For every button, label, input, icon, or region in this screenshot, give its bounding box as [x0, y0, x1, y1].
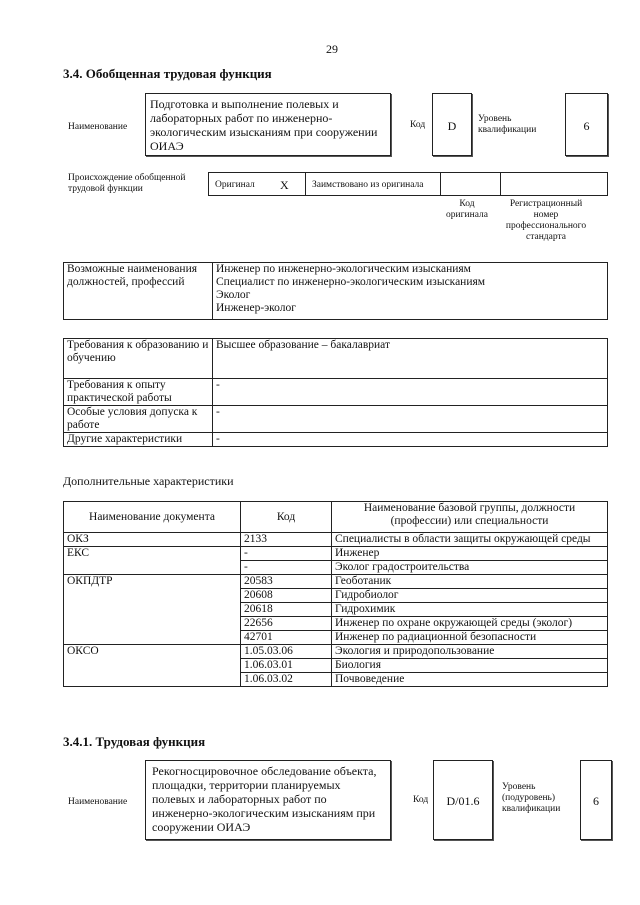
row-code: 20608 — [241, 589, 332, 603]
row-name: Специалисты в области защиты окружающей среды — [332, 533, 608, 547]
table-row — [64, 659, 608, 673]
req-value: - — [213, 406, 608, 433]
row-code: 42701 — [241, 631, 332, 645]
original-label: Оригинал — [215, 180, 255, 190]
sub-level-label: Уровень (подуровень) квалификации — [502, 782, 561, 814]
table-row — [64, 575, 608, 589]
table-row — [64, 561, 608, 575]
function-name-box — [145, 93, 391, 156]
row-doc — [64, 603, 241, 617]
table-row — [64, 631, 608, 645]
req-label: Требования к образованию и обучению — [64, 339, 213, 379]
req-label: Требования к опыту практической работы — [64, 379, 213, 406]
table-row — [64, 617, 608, 631]
row-code: 20583 — [241, 575, 332, 589]
level-value: 6 — [583, 119, 590, 133]
row-doc: ОКПДТР — [64, 575, 241, 589]
sub-name-label: Наименование — [68, 797, 128, 807]
sub-code-box — [433, 760, 493, 840]
row-name: Инженер — [332, 547, 608, 561]
position-item: Инженер по инженерно-экологическим изысканиям — [216, 263, 471, 275]
table-row — [64, 603, 608, 617]
positions-list — [213, 263, 608, 320]
row-doc — [64, 589, 241, 603]
header-code: Код — [241, 502, 332, 533]
original-mark: X — [280, 178, 289, 192]
position-item: Инженер-эколог — [216, 302, 296, 314]
req-label: Особые условия допуска к работе — [64, 406, 213, 433]
row-doc: ОКСО — [64, 645, 241, 659]
table-row — [64, 645, 608, 659]
row-doc — [64, 561, 241, 575]
row-name: Гидробиолог — [332, 589, 608, 603]
row-name: Инженер по охране окружающей среды (эколог) — [332, 617, 608, 631]
subsection-title: 3.4.1. Трудовая функция — [63, 734, 206, 749]
sub-function-name: Рекогносцировочное обследование объекта, площадки, территории планируемых полевых и лабораторных работ по инженерно-экологическим изысканиям при сооружении ОИАЭ — [152, 764, 377, 834]
orig-code-label: Код оригинала — [446, 199, 488, 220]
row-code: 1.06.03.01 — [241, 659, 332, 673]
row-code: - — [241, 561, 332, 575]
position-item: Эколог — [216, 289, 251, 301]
row-code: 22656 — [241, 617, 332, 631]
row-name: Экология и природопользование — [332, 645, 608, 659]
row-name: Геоботаник — [332, 575, 608, 589]
section-title: 3.4. Обобщенная трудовая функция — [63, 66, 272, 81]
position-item: Специалист по инженерно-экологическим изысканиям — [216, 276, 486, 288]
row-name: Инженер по радиационной безопасности — [332, 631, 608, 645]
table-row — [64, 673, 608, 687]
table-row — [64, 547, 608, 561]
row-code: - — [241, 547, 332, 561]
row-doc — [64, 659, 241, 673]
function-name: Подготовка и выполнение полевых и лабораторных работ по инженерно-экологическим изысканиям при сооружении ОИАЭ — [150, 97, 378, 153]
req-value: - — [213, 433, 608, 447]
reg-number-label: Регистрационный номер профессионального стандарта — [505, 199, 587, 242]
borrowed-label: Заимствовано из оригинала — [312, 180, 424, 190]
positions-table — [63, 262, 608, 320]
table-row — [64, 533, 608, 547]
sub-code-value: D/01.6 — [446, 794, 480, 808]
row-code: 20618 — [241, 603, 332, 617]
sub-code-label: Код — [413, 795, 429, 805]
code-value: D — [447, 119, 457, 133]
name-label: Наименование — [68, 122, 128, 132]
sub-function-name-box — [145, 760, 391, 840]
row-doc — [64, 631, 241, 645]
additional-table — [63, 501, 608, 687]
positions-label: Возможные наименования должностей, профессий — [64, 263, 213, 320]
table-row — [64, 589, 608, 603]
sub-level-value: 6 — [593, 794, 599, 808]
row-name: Почвоведение — [332, 673, 608, 687]
page-number: 29 — [326, 42, 338, 56]
level-box — [565, 93, 608, 156]
origin-label: Происхождение обобщенной трудовой функции — [68, 173, 186, 194]
level-label: Уровень квалификации — [478, 114, 537, 135]
row-name: Эколог градостроительства — [332, 561, 608, 575]
req-value: Высшее образование – бакалавриат — [213, 339, 608, 379]
row-code: 2133 — [241, 533, 332, 547]
header-name: Наименование базовой группы, должности (профессии) или специальности — [332, 502, 608, 533]
row-doc: ОКЗ — [64, 533, 241, 547]
sub-level-box — [580, 760, 612, 840]
requirements-table — [63, 338, 608, 447]
row-name: Гидрохимик — [332, 603, 608, 617]
req-label: Другие характеристики — [64, 433, 213, 447]
row-doc: ЕКС — [64, 547, 241, 561]
row-doc — [64, 617, 241, 631]
header-doc: Наименование документа — [64, 502, 241, 533]
code-label: Код — [410, 120, 426, 130]
code-box — [432, 93, 472, 156]
row-code: 1.05.03.06 — [241, 645, 332, 659]
row-doc — [64, 673, 241, 687]
row-code: 1.06.03.02 — [241, 673, 332, 687]
additional-title: Дополнительные характеристики — [63, 474, 234, 488]
req-value: - — [213, 379, 608, 406]
row-name: Биология — [332, 659, 608, 673]
